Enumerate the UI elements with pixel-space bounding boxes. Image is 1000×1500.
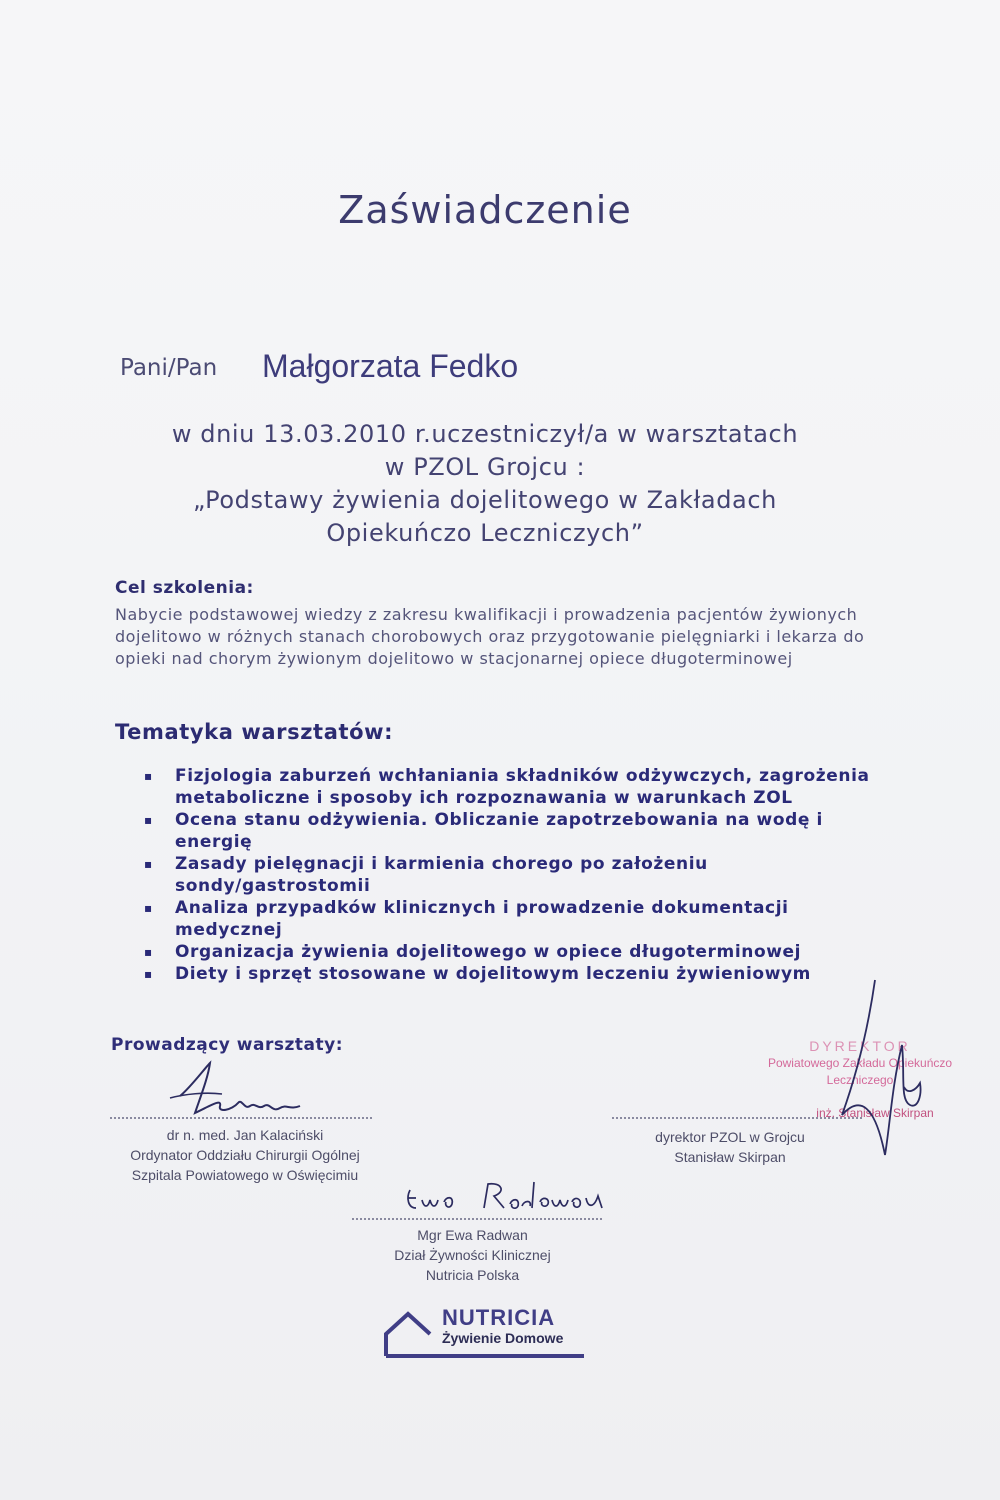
list-item: ▪ Organizacja żywienia dojelitowego w opiece długoterminowej (140, 941, 900, 963)
skirpan-block (600, 1127, 860, 1167)
kalacinski-block (95, 1125, 395, 1185)
kalacinski-name: dr n. med. Jan Kalaciński (166, 1127, 324, 1143)
stamp-line-1: Powiatowego Zakładu Opiekuńczo (767, 1056, 953, 1070)
list-item: ▪ Zasady pielęgnacji i karmienia chorego po założeniu sondy/gastrostomii (140, 853, 900, 897)
kalacinski-signature-line (110, 1117, 372, 1119)
skirpan-name: Stanisław Skirpan (674, 1149, 786, 1165)
participation-line-4: Opiekuńczo Leczniczych” (326, 519, 644, 547)
salutation: Pani/Pan (120, 355, 218, 381)
participation-line-2: w PZOL Grojcu : (384, 453, 586, 481)
list-item: ▪ Fizjologia zaburzeń wchłaniania składników odżywczych, zagrożenia metaboliczne i sposoby ich rozpoznawania w warunkach ZOL (140, 765, 900, 809)
logo-brand: NUTRICIA (442, 1305, 556, 1330)
goal-text: Nabycie podstawowej wiedzy z zakresu kwalifikacji i prowadzenia pacjentów żywionych dojelitowo w różnych stanach chorobowych oraz przygotowanie pielęgniarki i lekarza do opieki nad chorym żywionym dojelitowo w stacjonarnej opiece długoterminowej (115, 605, 865, 668)
radwan-signature (402, 1178, 612, 1220)
topics-list (140, 765, 900, 985)
radwan-signature-line (352, 1218, 602, 1220)
skirpan-signature-line (612, 1117, 862, 1119)
stamp-line-2: Leczniczego (826, 1073, 894, 1087)
list-item: ▪ Ocena stanu odżywienia. Obliczanie zapotrzebowania na wodę i energię (140, 809, 900, 853)
logo-tagline: Żywienie Domowe (442, 1330, 564, 1346)
topics-heading: Tematyka warsztatów: (115, 720, 394, 744)
instructors-heading: Prowadzący warsztaty: (111, 1035, 343, 1055)
document-title: Zaświadczenie (338, 188, 632, 232)
kalacinski-hospital: Szpitala Powiatowego w Oświęcimiu (131, 1167, 359, 1183)
list-item: ▪ Analiza przypadków klinicznych i prowadzenie dokumentacji medycznej (140, 897, 900, 941)
list-item: ▪ Diety i sprzęt stosowane w dojelitowym leczeniu żywieniowym (140, 963, 900, 985)
recipient-name: Małgorzata Fedko (262, 348, 519, 384)
skirpan-role: dyrektor PZOL w Grojcu (655, 1129, 805, 1145)
participation-line-3: „Podstawy żywienia dojelitowego w Zakładach (193, 486, 777, 514)
participation-statement (0, 418, 970, 550)
radwan-department: Dział Żywności Klinicznej (394, 1247, 551, 1263)
radwan-name: Mgr Ewa Radwan (417, 1227, 528, 1243)
radwan-block (340, 1225, 605, 1285)
stamp-title: DYREKTOR (809, 1038, 911, 1054)
radwan-company: Nutricia Polska (425, 1267, 520, 1283)
participation-line-1: w dniu 13.03.2010 r.uczestniczył/a w warsztatach (171, 420, 799, 448)
goal-heading: Cel szkolenia: (115, 578, 254, 598)
kalacinski-role: Ordynator Oddziału Chirurgii Ogólnej (130, 1147, 360, 1163)
stamp-line-3: inż. Stanisław Skirpan (816, 1106, 934, 1120)
